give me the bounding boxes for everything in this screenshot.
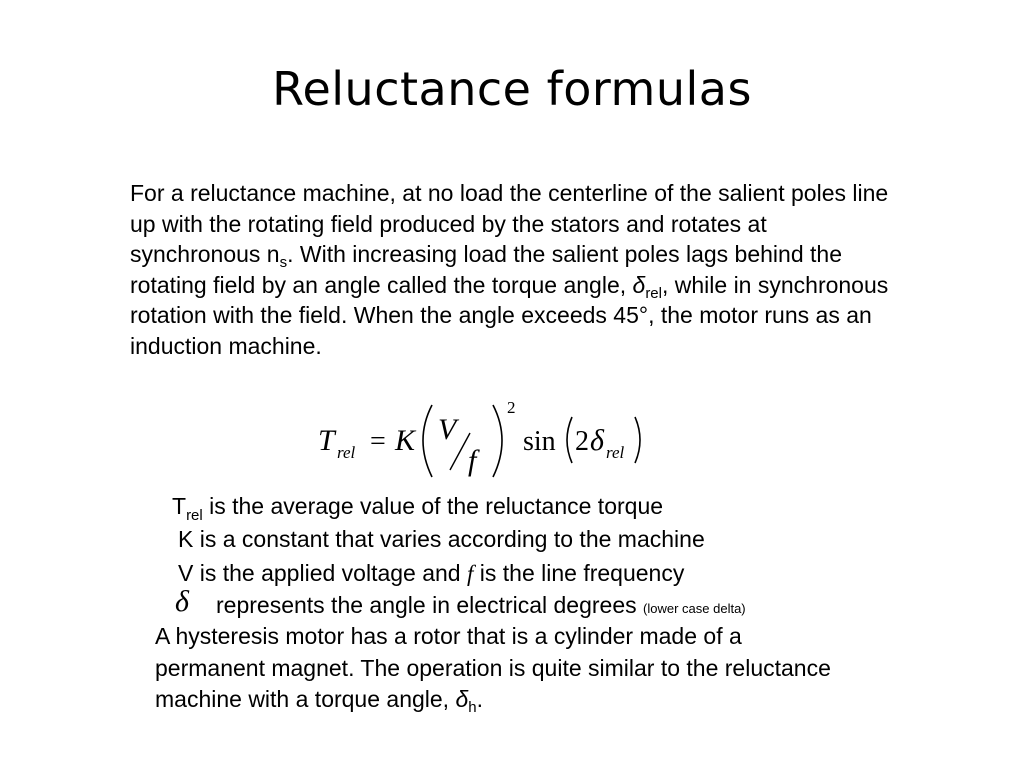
eq-left-paren bbox=[423, 405, 432, 477]
eq-delta-sub: rel bbox=[606, 443, 625, 462]
intro-text-2: . With increasing load the salient poles lags behind the rotating field by an angle called the torque angle, bbox=[130, 241, 842, 298]
def-trel-T: T bbox=[172, 493, 187, 519]
hysteresis-paragraph bbox=[155, 621, 855, 716]
definition-v bbox=[178, 560, 684, 587]
def-delta-note: (lower case delta) bbox=[643, 601, 746, 616]
eq-two: 2 bbox=[575, 426, 589, 457]
eq-T: T bbox=[318, 424, 335, 457]
delta-symbol: δ bbox=[175, 585, 189, 618]
def-v-f: f bbox=[466, 561, 474, 586]
eq-sin-right-paren bbox=[635, 417, 640, 463]
eq-right-paren bbox=[493, 405, 502, 477]
intro-text-1: For a reluctance machine, at no load the centerline of the salient poles line up with the rotating field produced by the stators and rotates at synchronous n bbox=[130, 180, 889, 267]
def-trel-sub: rel bbox=[186, 507, 203, 524]
slide-title: Reluctance formulas bbox=[272, 62, 752, 116]
hyst-sub-h: h bbox=[468, 699, 477, 716]
intro-delta: δ bbox=[632, 271, 646, 298]
def-v-text-2: is the line frequency bbox=[473, 560, 685, 586]
hyst-delta: δ bbox=[455, 686, 469, 712]
hyst-text: A hysteresis motor has a rotor that is a cylinder made of a permanent magnet. The operation is quite similar to the reluctance machine with a torque angle, bbox=[155, 623, 831, 712]
intro-sub-rel: rel bbox=[645, 284, 662, 302]
eq-sin-left-paren bbox=[567, 417, 572, 463]
def-trel-text: is the average value of the reluctance torque bbox=[202, 493, 664, 519]
def-v-text-1: V is the applied voltage and bbox=[178, 560, 467, 586]
intro-sub-s: s bbox=[279, 254, 288, 271]
def-delta-text: represents the angle in electrical degrees bbox=[216, 592, 644, 618]
torque-equation bbox=[310, 395, 670, 490]
eq-f: f bbox=[468, 444, 477, 477]
definition-trel bbox=[172, 493, 664, 524]
eq-equals: = bbox=[370, 426, 386, 457]
definition-k: K is a constant that varies according to the machine bbox=[178, 526, 705, 552]
eq-delta: δ bbox=[590, 424, 604, 457]
hyst-end: . bbox=[476, 686, 483, 712]
eq-sin: sin bbox=[523, 426, 556, 457]
definition-delta bbox=[216, 592, 746, 619]
intro-text-3: , while in synchronous rotation with the field. When the angle exceeds 45°, the motor runs as an induction machine. bbox=[130, 271, 889, 359]
eq-K: K bbox=[395, 424, 416, 457]
eq-exponent: 2 bbox=[507, 398, 516, 417]
eq-V: V bbox=[438, 413, 457, 446]
eq-T-sub: rel bbox=[337, 443, 356, 462]
intro-paragraph bbox=[130, 178, 890, 361]
